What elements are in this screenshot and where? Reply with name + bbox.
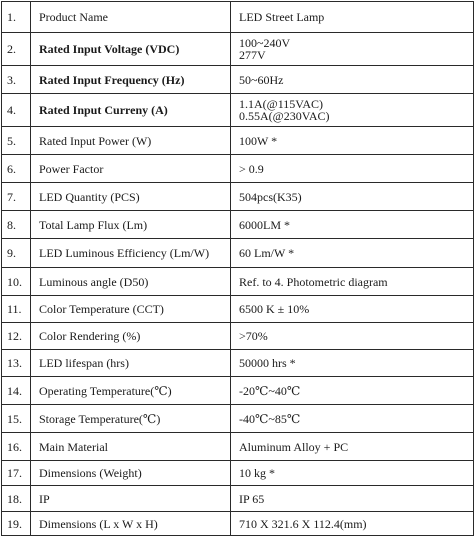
specification-table-body xyxy=(2,2,474,536)
parameter-value xyxy=(231,239,474,268)
row-number: 8. xyxy=(2,211,31,239)
value-line: IP 65 xyxy=(239,491,265,506)
value-line: Aluminum Alloy + PC xyxy=(239,439,349,454)
table-row xyxy=(2,268,474,296)
table-row xyxy=(2,239,474,268)
parameter-value xyxy=(231,433,474,461)
row-number: 12. xyxy=(2,323,31,350)
parameter-value xyxy=(231,66,474,94)
parameter-value xyxy=(231,323,474,350)
value-line: 60 Lm/W * xyxy=(239,246,295,260)
parameter-name: Operating Temperature(℃) xyxy=(31,377,231,405)
parameter-name: Product Name xyxy=(31,2,231,33)
value-line: >70% xyxy=(239,329,268,343)
parameter-name: Rated Input Frequency (Hz) xyxy=(31,66,231,94)
row-number: 10. xyxy=(2,268,31,296)
parameter-value xyxy=(231,183,474,211)
table-row xyxy=(2,127,474,155)
row-number: 7. xyxy=(2,183,31,211)
spec-sheet xyxy=(1,1,473,531)
value-line: 1.1A(@115VAC) xyxy=(239,97,324,111)
table-row xyxy=(2,211,474,239)
table-row xyxy=(2,2,474,33)
parameter-name: Color Temperature (CCT) xyxy=(31,296,231,323)
value-line: 6000LM * xyxy=(239,217,290,232)
value-line: -40℃~85℃ xyxy=(239,411,301,426)
parameter-name: IP xyxy=(31,486,231,512)
parameter-name: Luminous angle (D50) xyxy=(31,268,231,296)
row-number: 6. xyxy=(2,155,31,183)
value-line: 50~60Hz xyxy=(239,72,284,87)
parameter-value xyxy=(231,211,474,239)
table-row xyxy=(2,155,474,183)
parameter-name: Rated Input Curreny (A) xyxy=(31,94,231,127)
parameter-name: LED lifespan (hrs) xyxy=(31,350,231,377)
value-line: 100~240V xyxy=(239,36,291,50)
row-number: 16. xyxy=(2,433,31,461)
parameter-value xyxy=(231,461,474,486)
parameter-value xyxy=(231,512,474,536)
parameter-value xyxy=(231,127,474,155)
row-number: 9. xyxy=(2,239,31,268)
parameter-name: Dimensions (Weight) xyxy=(31,461,231,486)
parameter-name: Main Material xyxy=(31,433,231,461)
row-number: 13. xyxy=(2,350,31,377)
parameter-name: Storage Temperature(℃) xyxy=(31,405,231,433)
parameter-value xyxy=(231,155,474,183)
row-number: 15. xyxy=(2,405,31,433)
row-number: 1. xyxy=(2,2,31,33)
row-number: 2. xyxy=(2,33,31,66)
parameter-name: Color Rendering (%) xyxy=(31,323,231,350)
row-number: 17. xyxy=(2,461,31,486)
row-number: 4. xyxy=(2,94,31,127)
value-line: 6500 K ± 10% xyxy=(239,302,310,316)
parameter-name: LED Luminous Efficiency (Lm/W) xyxy=(31,239,231,268)
table-row xyxy=(2,512,474,536)
table-row xyxy=(2,433,474,461)
parameter-name: Dimensions (L x W x H) xyxy=(31,512,231,536)
parameter-value xyxy=(231,268,474,296)
parameter-value xyxy=(231,33,474,66)
parameter-value xyxy=(231,486,474,512)
parameter-name: Total Lamp Flux (Lm) xyxy=(31,211,231,239)
parameter-value xyxy=(231,2,474,33)
value-line: 100W * xyxy=(239,133,278,148)
value-line: 10 kg * xyxy=(239,466,275,480)
parameter-value xyxy=(231,350,474,377)
value-line: LED Street Lamp xyxy=(239,10,325,24)
parameter-name: Rated Input Power (W) xyxy=(31,127,231,155)
table-row xyxy=(2,33,474,66)
value-line: > 0.9 xyxy=(239,161,264,176)
value-line: 710 X 321.6 X 112.4(mm) xyxy=(239,516,367,531)
parameter-name: Rated Input Voltage (VDC) xyxy=(31,33,231,66)
row-number: 3. xyxy=(2,66,31,94)
value-line: 504pcs(K35) xyxy=(239,189,302,204)
table-row xyxy=(2,323,474,350)
parameter-name: Power Factor xyxy=(31,155,231,183)
value-line: 277V xyxy=(239,48,266,62)
row-number: 11. xyxy=(2,296,31,323)
value-line: -20℃~40℃ xyxy=(239,383,301,398)
table-row xyxy=(2,296,474,323)
table-row xyxy=(2,377,474,405)
parameter-value xyxy=(231,405,474,433)
row-number: 18. xyxy=(2,486,31,512)
table-row xyxy=(2,183,474,211)
parameter-name: LED Quantity (PCS) xyxy=(31,183,231,211)
value-line: 50000 hrs * xyxy=(239,356,296,370)
table-row xyxy=(2,94,474,127)
parameter-value xyxy=(231,94,474,127)
table-row xyxy=(2,66,474,94)
row-number: 5. xyxy=(2,127,31,155)
parameter-value xyxy=(231,377,474,405)
table-row xyxy=(2,405,474,433)
row-number: 19. xyxy=(2,512,31,536)
value-line: Ref. to 4. Photometric diagram xyxy=(239,274,388,289)
specification-table xyxy=(1,1,474,536)
table-row xyxy=(2,350,474,377)
parameter-value xyxy=(231,296,474,323)
table-row xyxy=(2,486,474,512)
table-row xyxy=(2,461,474,486)
value-line: 0.55A(@230VAC) xyxy=(239,109,330,123)
row-number: 14. xyxy=(2,377,31,405)
